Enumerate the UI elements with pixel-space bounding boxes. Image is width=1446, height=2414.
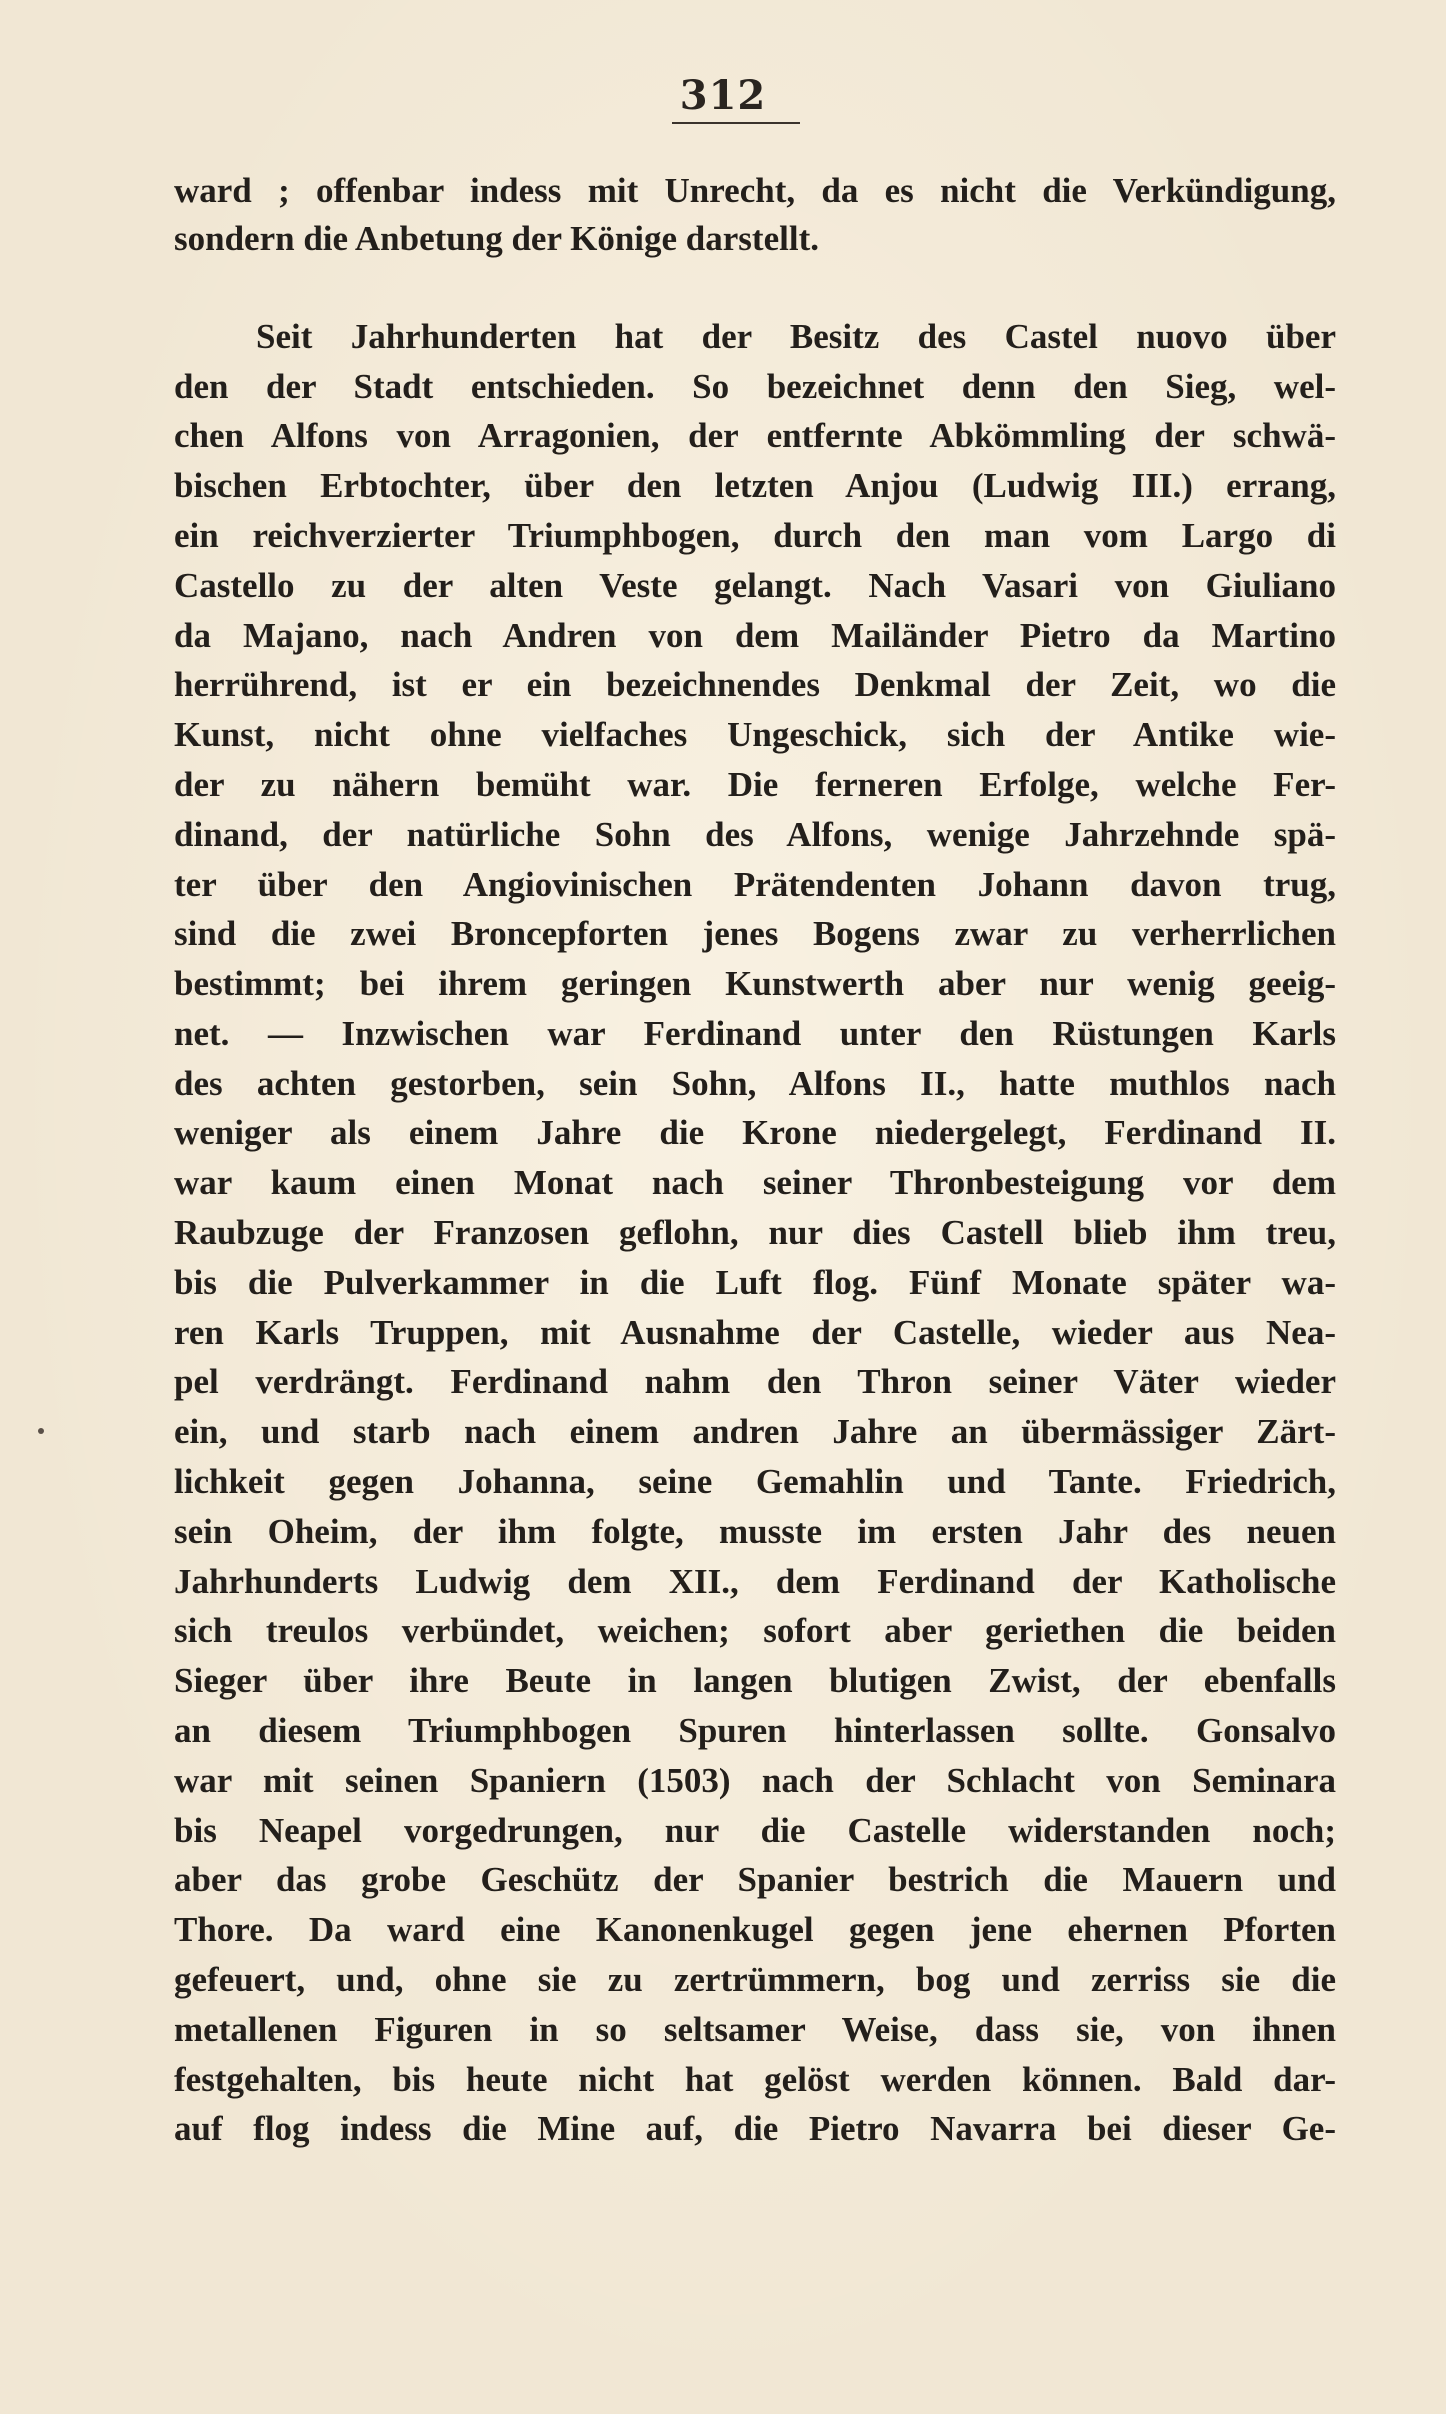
text-line: dinand, der natürliche Sohn des Alfons, wenige Jahrzehnde spä- xyxy=(174,815,1336,854)
text-line: festgehalten, bis heute nicht hat gelöst werden können. Bald dar- xyxy=(174,2060,1336,2099)
text-line: Kunst, nicht ohne vielfaches Ungeschick, sich der Antike wie- xyxy=(174,715,1336,754)
text-line: Seit Jahrhunderten hat der Besitz des Castel nuovo über xyxy=(256,317,1336,356)
text-line: Jahrhunderts Ludwig dem XII., dem Ferdinand der Katholische xyxy=(174,1562,1336,1601)
text-line: lichkeit gegen Johanna, seine Gemahlin und Tante. Friedrich, xyxy=(174,1462,1336,1501)
text-line: net. — Inzwischen war Ferdinand unter den Rüstungen Karls xyxy=(174,1014,1336,1053)
text-line: des achten gestorben, sein Sohn, Alfons II., hatte muthlos nach xyxy=(174,1064,1336,1103)
text-line: Castello zu der alten Veste gelangt. Nach Vasari von Giuliano xyxy=(174,566,1336,605)
text-line: bischen Erbtochter, über den letzten Anjou (Ludwig III.) errang, xyxy=(174,466,1336,505)
text-line: da Majano, nach Andren von dem Mailänder Pietro da Martino xyxy=(174,616,1336,655)
text-line: bis die Pulverkammer in die Luft flog. Fünf Monate später wa- xyxy=(174,1263,1336,1302)
text-line: war mit seinen Spaniern (1503) nach der Schlacht von Seminara xyxy=(174,1761,1336,1800)
text-line: bis Neapel vorgedrungen, nur die Castelle widerstanden noch; xyxy=(174,1811,1336,1850)
text-line: sondern die Anbetung der Könige darstellt. xyxy=(174,219,819,258)
text-line: chen Alfons von Arragonien, der entfernte Abkömmling der schwä- xyxy=(174,416,1336,455)
margin-speck xyxy=(38,1428,44,1434)
text-line: auf flog indess die Mine auf, die Pietro Navarra bei dieser Ge- xyxy=(174,2109,1336,2148)
text-line: aber das grobe Geschütz der Spanier bestrich die Mauern und xyxy=(174,1860,1336,1899)
text-line: war kaum einen Monat nach seiner Thronbesteigung vor dem xyxy=(174,1163,1336,1202)
text-line: ren Karls Truppen, mit Ausnahme der Castelle, wieder aus Nea- xyxy=(174,1313,1336,1352)
text-line: der zu nähern bemüht war. Die ferneren Erfolge, welche Fer- xyxy=(174,765,1336,804)
text-line: sein Oheim, der ihm folgte, musste im ersten Jahr des neuen xyxy=(174,1512,1336,1551)
text-line: pel verdrängt. Ferdinand nahm den Thron seiner Väter wieder xyxy=(174,1362,1336,1401)
text-line: bestimmt; bei ihrem geringen Kunstwerth aber nur wenig geeig- xyxy=(174,964,1336,1003)
text-line: herrührend, ist er ein bezeichnendes Denkmal der Zeit, wo die xyxy=(174,665,1336,704)
text-line: sich treulos verbündet, weichen; sofort aber geriethen die beiden xyxy=(174,1611,1336,1650)
text-line: an diesem Triumphbogen Spuren hinterlassen sollte. Gonsalvo xyxy=(174,1711,1336,1750)
text-line: ein reichverzierter Triumphbogen, durch den man vom Largo di xyxy=(174,516,1336,555)
text-line: gefeuert, und, ohne sie zu zertrümmern, bog und zerriss sie die xyxy=(174,1960,1336,1999)
page-number-rule xyxy=(672,122,800,124)
text-line: weniger als einem Jahre die Krone niedergelegt, Ferdinand II. xyxy=(174,1113,1336,1152)
text-line: ein, und starb nach einem andren Jahre an übermässiger Zärt- xyxy=(174,1412,1336,1451)
text-line: ter über den Angiovinischen Prätendenten Johann davon trug, xyxy=(174,865,1336,904)
text-line: Raubzuge der Franzosen geflohn, nur dies Castell blieb ihm treu, xyxy=(174,1213,1336,1252)
text-line: den der Stadt entschieden. So bezeichnet denn den Sieg, wel- xyxy=(174,367,1336,406)
text-line: metallenen Figuren in so seltsamer Weise, dass sie, von ihnen xyxy=(174,2010,1336,2049)
text-line: Sieger über ihre Beute in langen blutigen Zwist, der ebenfalls xyxy=(174,1661,1336,1700)
page-number: 312 xyxy=(679,72,767,119)
text-line: Thore. Da ward eine Kanonenkugel gegen jene ehernen Pforten xyxy=(174,1910,1336,1949)
text-line: sind die zwei Broncepforten jenes Bogens zwar zu verherrlichen xyxy=(174,914,1336,953)
text-line: ward ; offenbar indess mit Unrecht, da es nicht die Verkündigung, xyxy=(174,171,1336,210)
